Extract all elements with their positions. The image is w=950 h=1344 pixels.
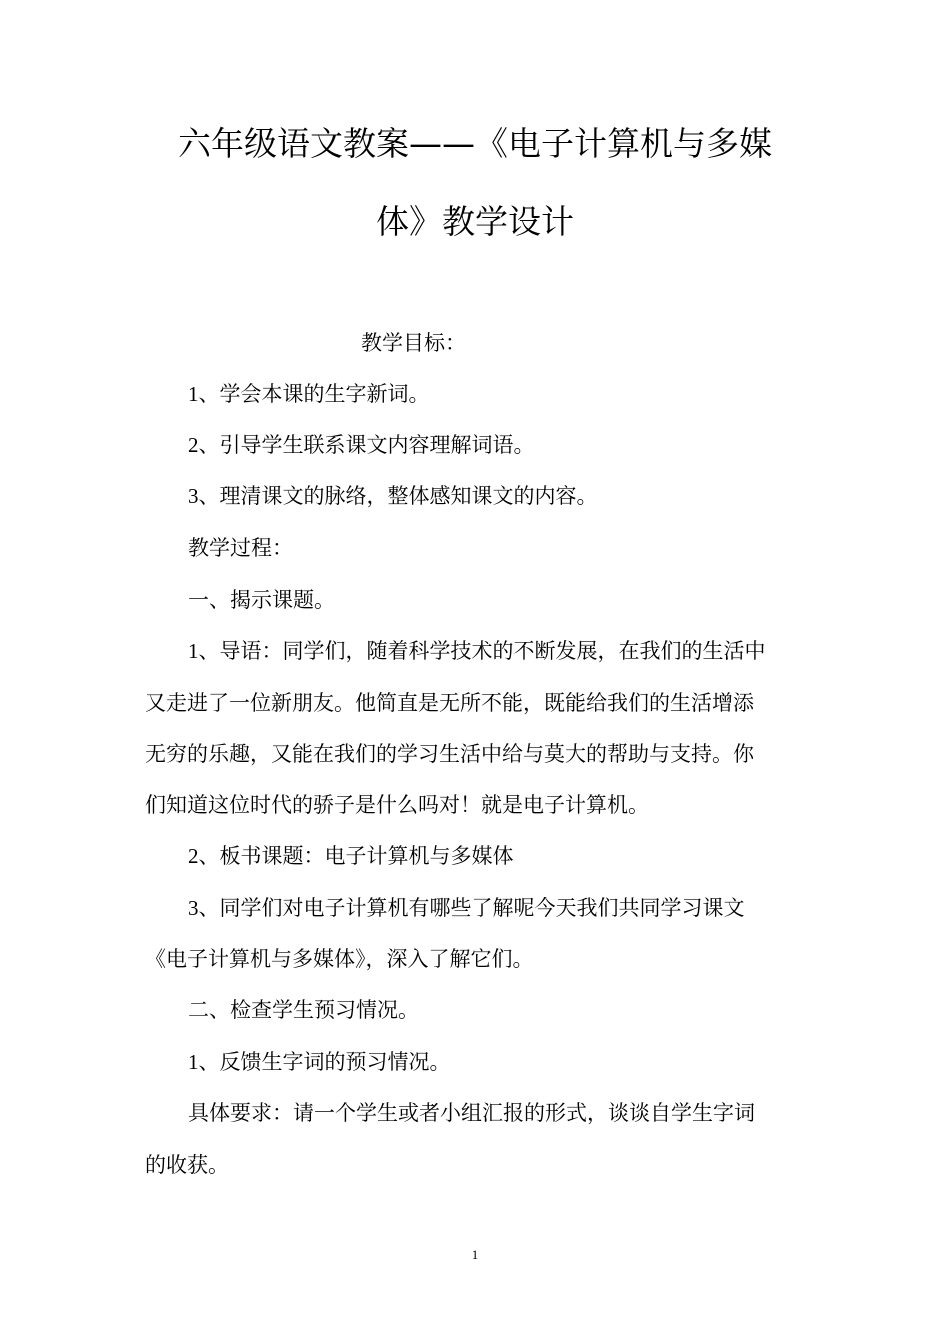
paragraph-3-text: 、同学们对电子计算机有哪些了解呢今天我们共同学习课文: [198, 896, 745, 920]
document-title-line-1: 六年级语文教案——《电子计算机与多媒: [178, 124, 772, 163]
paragraph-1-text: 、导语：同学们，随着科学技术的不断发展，在我们的生活中: [198, 639, 766, 663]
objective-2-number: 2: [188, 433, 199, 457]
paragraph-1-line-1: [188, 636, 766, 666]
objective-1: [188, 379, 430, 409]
paragraph-2-number: 2: [188, 844, 199, 868]
section-1-heading: 一、揭示课题。: [188, 588, 335, 612]
paragraph-1-number: 1: [188, 639, 199, 663]
page-number: 1: [471, 1247, 479, 1262]
objective-1-text: 、学会本课的生字新词。: [198, 382, 430, 406]
paragraph-4-number: 1: [188, 1050, 199, 1074]
objective-2-text: 、引导学生联系课文内容理解词语。: [198, 433, 535, 457]
paragraph-2-text: 、板书课题：电子计算机与多媒体: [198, 844, 514, 868]
paragraph-3-number: 3: [188, 896, 199, 920]
paragraph-5-line-1: 具体要求：请一个学生或者小组汇报的形式，谈谈自学生字词: [188, 1101, 755, 1125]
paragraph-4: [188, 1047, 451, 1077]
objective-1-number: 1: [188, 382, 199, 406]
objectives-heading: 教学目标：: [361, 331, 466, 355]
objective-3-text: 、理清课文的脉络，整体感知课文的内容。: [198, 484, 598, 508]
document-title-line-2: 体》教学设计: [376, 202, 574, 241]
objective-3: [188, 481, 598, 511]
process-heading: 教学过程：: [188, 536, 293, 560]
objective-2: [188, 430, 535, 460]
paragraph-5-line-2: 的收获。: [145, 1153, 229, 1177]
paragraph-1-line-4: 们知道这位时代的骄子是什么吗对！就是电子计算机。: [145, 793, 649, 817]
paragraph-4-text: 、反馈生字词的预习情况。: [198, 1050, 451, 1074]
section-2-heading: 二、检查学生预习情况。: [188, 998, 419, 1022]
paragraph-3-line-2: 《电子计算机与多媒体》，深入了解它们。: [145, 947, 534, 971]
paragraph-2: [188, 841, 514, 871]
paragraph-3-line-1: [188, 893, 745, 923]
paragraph-1-line-3: 无穷的乐趣，又能在我们的学习生活中给与莫大的帮助与支持。你: [145, 742, 754, 766]
objective-3-number: 3: [188, 484, 199, 508]
paragraph-1-line-2: 又走进了一位新朋友。他简直是无所不能，既能给我们的生活增添: [145, 691, 754, 715]
